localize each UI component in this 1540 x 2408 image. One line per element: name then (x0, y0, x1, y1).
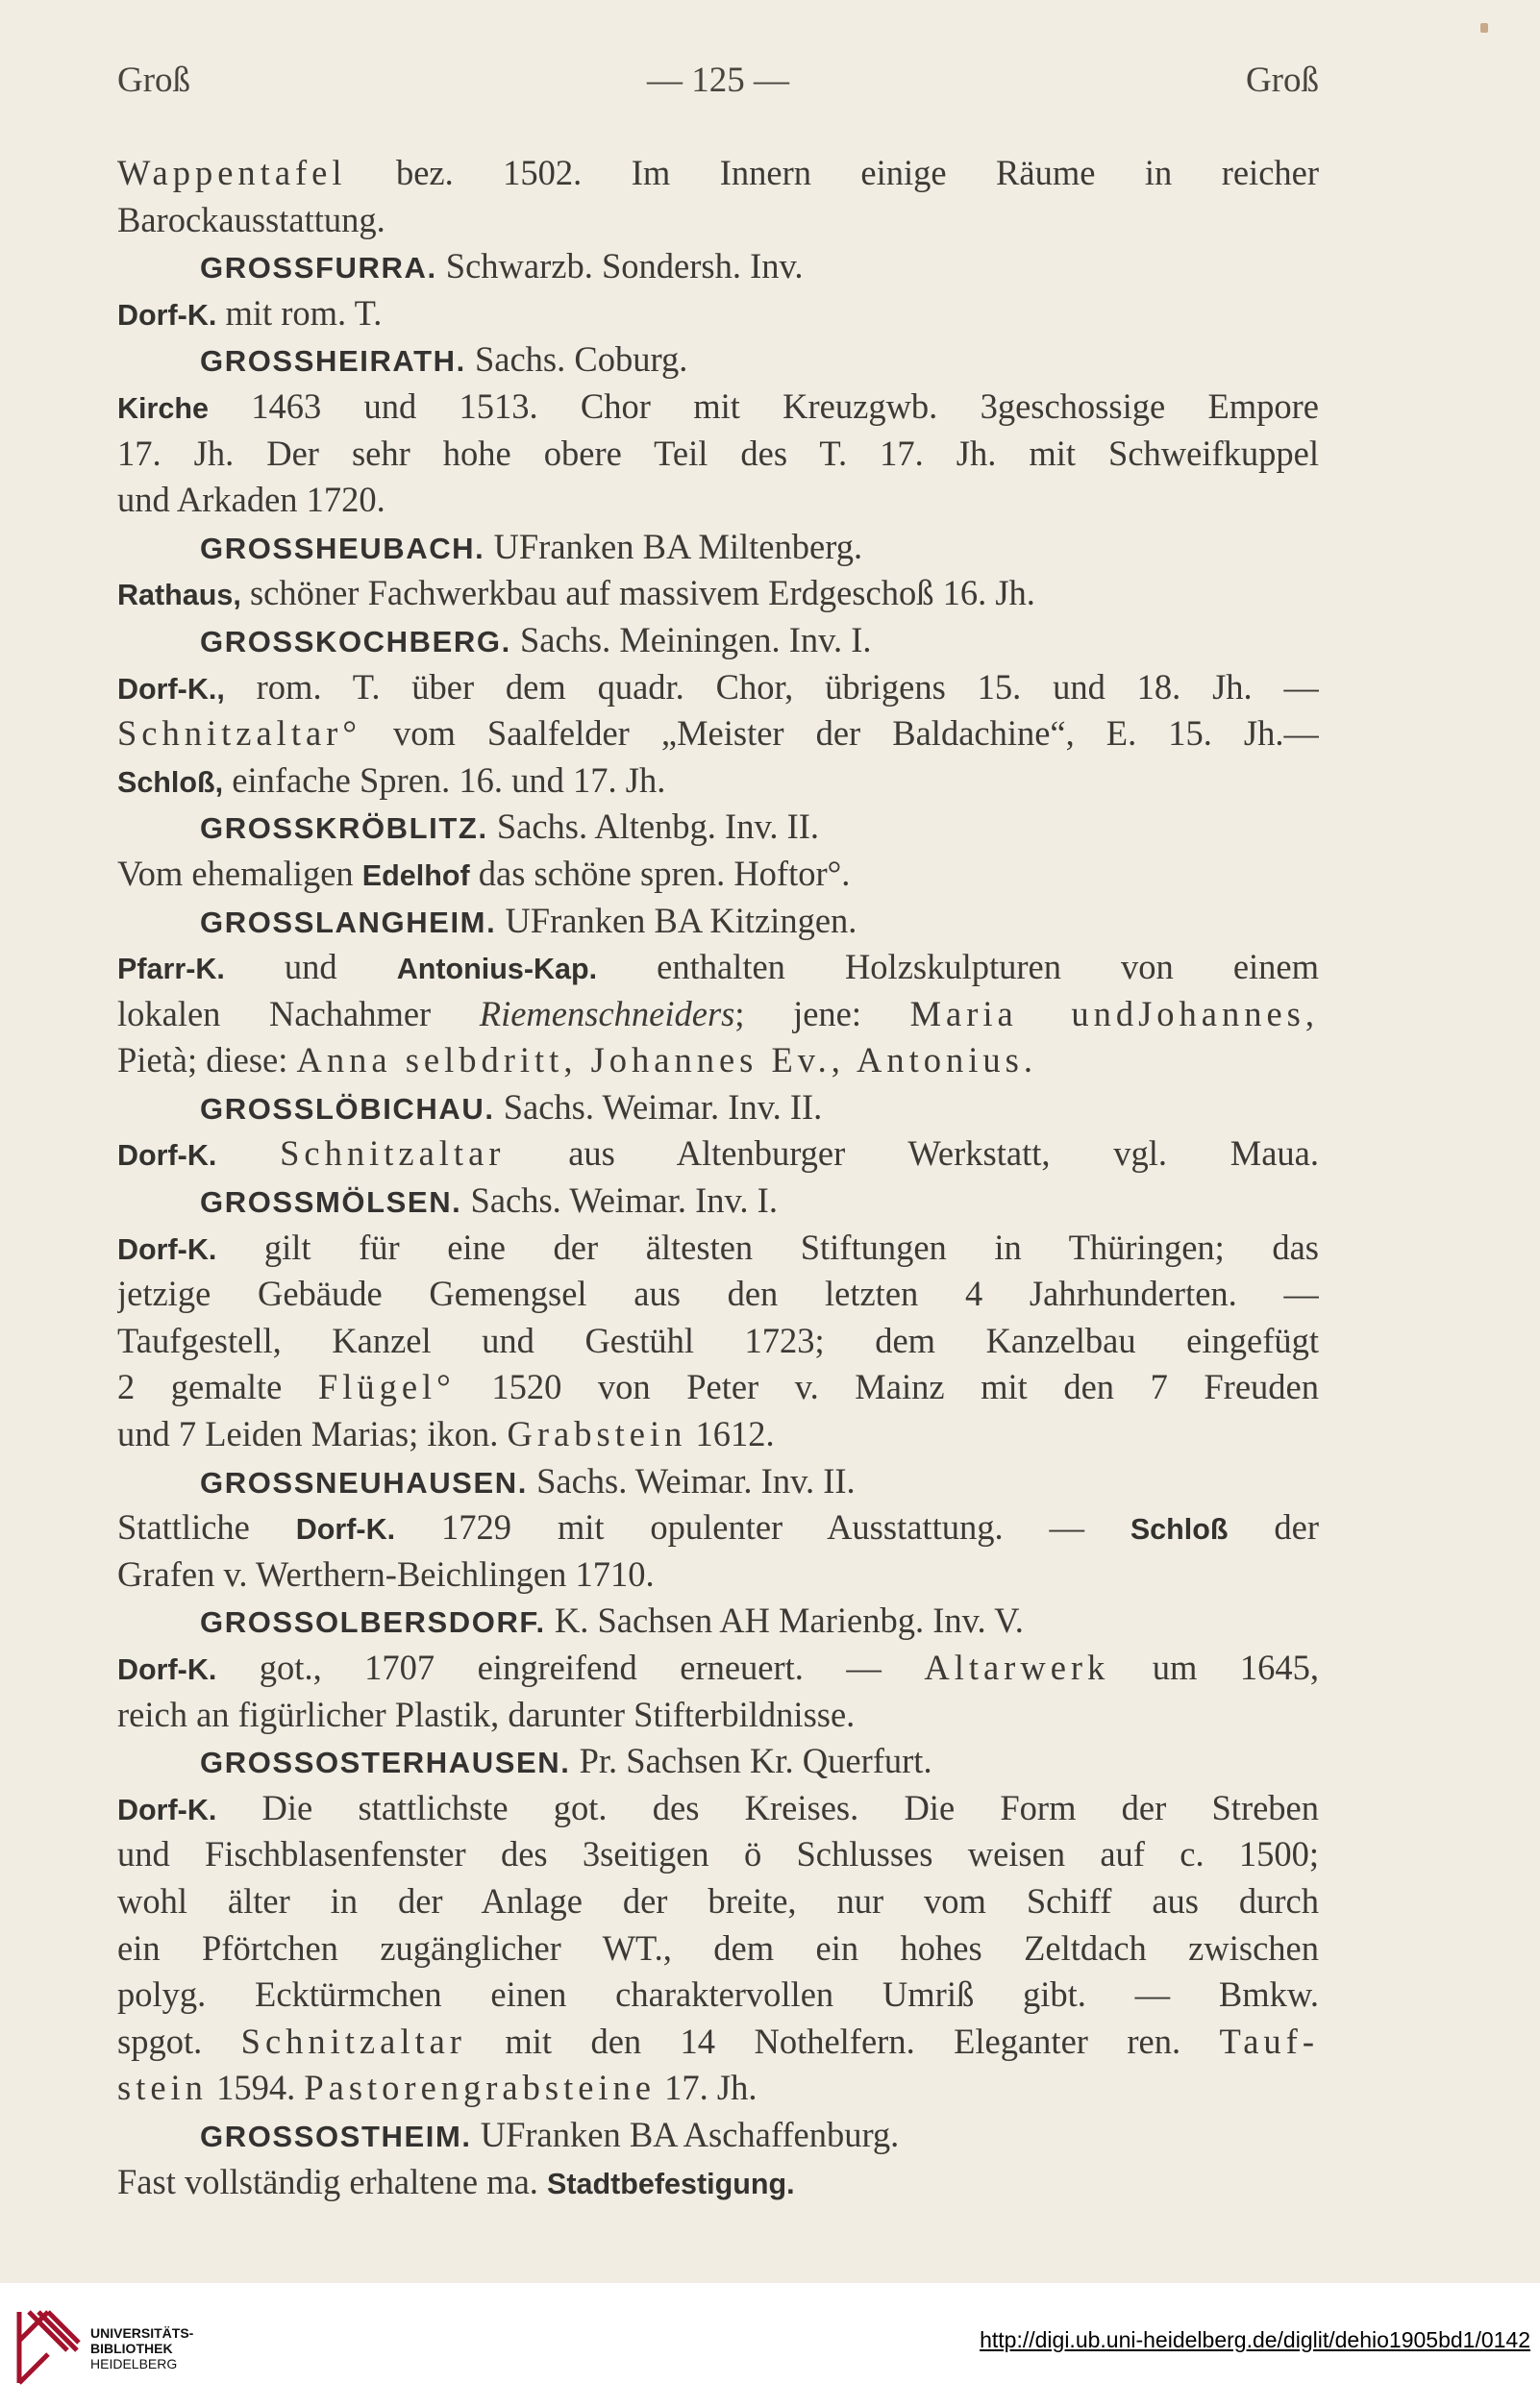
text-segment: Schnitzaltar° (117, 713, 361, 754)
bold-term: Pfarr-K. (117, 953, 225, 986)
text-segment: 2 gemalte (117, 1367, 318, 1407)
text-line (117, 1738, 1319, 1785)
text-line (117, 570, 1319, 617)
place-heading: GROSSKRÖBLITZ. (200, 811, 488, 846)
text-segment: Pastorengrabsteine (304, 2068, 657, 2108)
entry-text (117, 150, 1319, 2205)
bold-term: Antonius-Kap. (396, 953, 598, 986)
text-line (117, 1504, 1319, 1552)
text-segment: Riemenschneiders (479, 993, 735, 1033)
text-segment (216, 1133, 280, 1173)
text-line (117, 1831, 1319, 1878)
text-line (117, 1458, 1319, 1505)
bold-term: Schloß (1130, 1513, 1229, 1547)
text-segment: Pietà; diese: (117, 1040, 297, 1080)
text-line (117, 2159, 1319, 2206)
text-segment: Sachs. Weimar. Inv. I. (461, 1180, 778, 1221)
text-line (117, 1130, 1319, 1178)
bold-term: Kirche (117, 391, 209, 425)
bold-term: Dorf-K. (117, 1232, 217, 1266)
bold-term: Dorf-K. (117, 1653, 217, 1686)
place-heading: GROSSFURRA. (200, 251, 437, 285)
text-line (117, 1552, 1319, 1599)
text-segment: Barockausstattung. (117, 199, 385, 239)
place-heading: GROSSNEUHAUSEN. (200, 1465, 528, 1500)
place-heading: GROSSHEUBACH. (200, 531, 485, 565)
text-segment: Sachs. Meiningen. Inv. I. (510, 619, 872, 659)
text-segment: Die stattlichste got. des Kreises. Die Form der Streben (216, 1787, 1319, 1827)
text-segment: Sachs. Weimar. Inv. II. (494, 1086, 823, 1127)
paper-speck (1480, 23, 1488, 33)
place-heading: GROSSOLBERSDORF. (200, 1605, 546, 1640)
text-segment: mit rom. T. (216, 292, 383, 333)
bold-term: Dorf-K. (117, 1139, 217, 1173)
text-line (117, 1178, 1319, 1225)
header-left-word: Groß (117, 61, 191, 100)
text-line (117, 2019, 1319, 2066)
bold-term: Rathaus, (117, 579, 241, 612)
text-segment: Tauf- (1219, 2021, 1319, 2061)
bold-term: Dorf-K. (117, 1793, 217, 1826)
text-segment: Sachs. Altenbg. Inv. II. (487, 807, 820, 847)
text-line (117, 757, 1319, 805)
text-line (117, 477, 1319, 524)
source-url-link[interactable]: http://digi.ub.uni-heidelberg.de/diglit/dehio1905bd1/0142 (980, 2327, 1530, 2352)
text-line (117, 1318, 1319, 1365)
text-segment: 1612. (686, 1414, 775, 1454)
text-segment: Sachs. Coburg. (465, 339, 688, 380)
text-segment: 1594. (207, 2068, 305, 2108)
header-right-word: Groß (1245, 61, 1319, 100)
bold-term: Dorf-K., (117, 672, 225, 706)
text-segment: ; jene: (734, 993, 910, 1033)
text-segment: und Fischblasenfenster des 3seitigen ö Schlusses weisen auf c. 1500; (117, 1834, 1319, 1874)
footer-bar (0, 2283, 1540, 2408)
bold-term: Dorf-K. (295, 1513, 396, 1547)
text-segment: Sachs. Weimar. Inv. II. (527, 1460, 856, 1501)
text-line (117, 898, 1319, 945)
text-line (117, 991, 1319, 1038)
text-segment: bez. 1502. Im Innern einige Räume in reicher (346, 153, 1319, 192)
text-line (117, 1785, 1319, 1832)
text-segment: das schöne spren. Hoftor°. (469, 853, 851, 893)
place-heading: GROSSLANGHEIM. (200, 905, 497, 939)
text-segment: und Arkaden 1720. (117, 480, 385, 520)
bold-term: Schloß, (117, 765, 224, 799)
text-line (117, 1364, 1319, 1411)
text-segment: Vom ehemaligen (117, 853, 362, 893)
text-line (117, 1925, 1319, 1973)
text-segment: und (224, 947, 397, 987)
text-segment: 17. Jh. (656, 2068, 758, 2108)
text-segment: und 7 Leiden Marias; ikon. (117, 1414, 508, 1454)
text-segment: enthalten Holzskulpturen von einem (597, 947, 1319, 987)
place-heading: GROSSLÖBICHAU. (200, 1091, 495, 1126)
text-segment: Maria undJohannes, (909, 993, 1319, 1033)
text-line (117, 1225, 1319, 1272)
text-line (117, 336, 1319, 384)
text-segment: einfache Spren. 16. und 17. Jh. (223, 759, 666, 800)
library-name (90, 2325, 193, 2371)
library-seal-icon (10, 2302, 88, 2393)
text-line (117, 290, 1319, 337)
text-segment: K. Sachsen AH Marienbg. Inv. V. (545, 1601, 1024, 1641)
library-name-line-1: UNIVERSITÄTS- (90, 2325, 194, 2341)
text-segment: wohl älter in der Anlage der breite, nur vom Schiff aus durch (117, 1880, 1319, 1921)
text-segment: 1729 mit opulenter Ausstattung. — (395, 1507, 1130, 1548)
text-line (117, 1972, 1319, 2019)
text-line (117, 664, 1319, 711)
text-segment: jetzige Gebäude Gemengsel aus den letzten 4 Jahrhunderten. — (117, 1274, 1319, 1314)
text-line (117, 431, 1319, 478)
text-segment: Grafen v. Werthern-Beichlingen 1710. (117, 1553, 655, 1594)
text-segment: spgot. (117, 2021, 241, 2061)
text-segment: der (1228, 1507, 1319, 1548)
text-segment: ein Pförtchen zugänglicher WT., dem ein hohes Zeltdach zwischen (117, 1927, 1319, 1968)
text-segment: Schnitzaltar (280, 1133, 506, 1174)
text-segment: UFranken BA Miltenberg. (484, 526, 863, 566)
text-segment: Taufgestell, Kanzel und Gestühl 1723; dem Kanzelbau eingefügt (117, 1320, 1319, 1360)
text-line (117, 804, 1319, 851)
text-segment: mit den 14 Nothelfern. Eleganter ren. (465, 2021, 1220, 2061)
text-line (117, 1411, 1319, 1458)
text-segment: vom Saalfelder „Meister der Baldachine“, E. 15. Jh.— (360, 713, 1319, 754)
place-heading: GROSSOSTHEIM. (200, 2119, 472, 2153)
text-segment: Schnitzaltar (240, 2021, 466, 2061)
place-heading: GROSSMÖLSEN. (200, 1185, 462, 1220)
text-segment: Wappentafel (117, 153, 347, 192)
text-segment: UFranken BA Aschaffenburg. (471, 2114, 900, 2154)
bold-term: Dorf-K. (117, 298, 217, 332)
library-name-line-2: BIBLIOTHEK (90, 2341, 173, 2356)
text-line (117, 243, 1319, 290)
text-line (117, 1645, 1319, 1692)
text-segment: Schwarzb. Sondersh. Inv. (436, 246, 804, 286)
bold-term: Stadtbefestigung. (547, 2167, 795, 2200)
text-segment: 1520 von Peter v. Mainz mit den 7 Freuden (455, 1367, 1319, 1407)
text-line (117, 2112, 1319, 2159)
place-heading: GROSSKOCHBERG. (200, 624, 511, 658)
text-segment: Flügel° (317, 1367, 456, 1407)
text-segment: UFranken BA Kitzingen. (496, 900, 857, 940)
text-segment: reich an figürlicher Plastik, darunter Stifterbildnisse. (117, 1694, 856, 1734)
text-segment: aus Altenburger Werkstatt, vgl. Maua. (505, 1133, 1319, 1174)
page-number: — 125 — (647, 61, 789, 100)
text-line (117, 524, 1319, 571)
text-line (117, 2065, 1319, 2112)
text-line (117, 384, 1319, 431)
text-segment: Stattliche (117, 1507, 296, 1548)
text-segment: um 1645, (1109, 1648, 1319, 1687)
text-segment: 1463 und 1513. Chor mit Kreuzgwb. 3geschossige Empore (208, 385, 1319, 426)
text-segment: rom. T. über dem quadr. Chor, übrigens 15. und 18. Jh. — (224, 666, 1319, 707)
text-segment: Fast vollständig erhaltene ma. (117, 2161, 548, 2201)
text-line (117, 710, 1319, 757)
running-header (117, 60, 1319, 117)
text-line (117, 1037, 1319, 1084)
text-segment: Pr. Sachsen Kr. Querfurt. (570, 1741, 932, 1781)
text-segment: gilt für eine der ältesten Stiftungen in Thüringen; das (216, 1227, 1319, 1267)
text-segment: got., 1707 eingreifend erneuert. — (216, 1648, 925, 1687)
text-segment: Altarwerk (924, 1648, 1110, 1687)
text-line (117, 1598, 1319, 1645)
text-segment: schöner Fachwerkbau auf massivem Erdgeschoß 16. Jh. (240, 573, 1035, 613)
library-name-line-3: HEIDELBERG (90, 2356, 178, 2371)
text-line (117, 197, 1319, 244)
text-segment: 17. Jh. Der sehr hohe obere Teil des T. 17. Jh. mit Schweifkuppel (117, 433, 1319, 473)
text-segment: polyg. Ecktürmchen einen charaktervollen Umriß gibt. — Bmkw. (117, 1974, 1319, 2015)
text-segment: Anna selbdritt, Johannes Ev., Antonius. (296, 1040, 1038, 1080)
text-line (117, 150, 1319, 197)
text-segment: stein (117, 2068, 208, 2108)
place-heading: GROSSHEIRATH. (200, 344, 466, 379)
text-line (117, 617, 1319, 664)
text-line (117, 851, 1319, 898)
text-line (117, 1084, 1319, 1131)
text-line (117, 944, 1319, 991)
text-segment: lokalen Nachahmer (117, 993, 480, 1033)
text-line (117, 1878, 1319, 1925)
place-heading: GROSSOSTERHAUSEN. (200, 1746, 571, 1780)
text-segment: Grabstein (507, 1414, 687, 1454)
bold-term: Edelhof (361, 858, 470, 892)
text-line (117, 1271, 1319, 1318)
text-line (117, 1692, 1319, 1739)
